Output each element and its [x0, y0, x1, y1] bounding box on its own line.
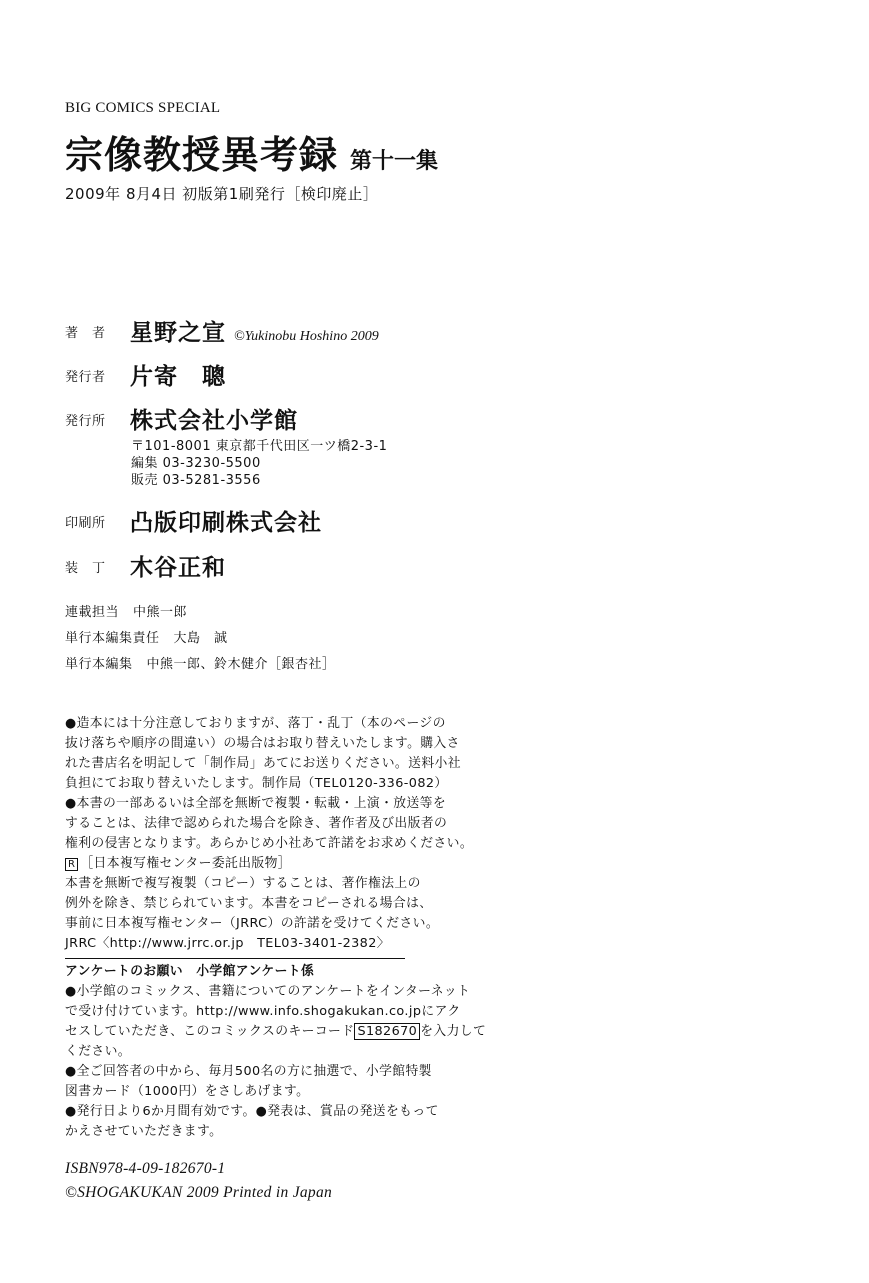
- staff-value: 大島 誠: [173, 631, 228, 646]
- design-label: 装 丁: [65, 561, 106, 576]
- jrrc-line: 事前に日本複写権センター（JRRC）の許諾を受けてください。: [65, 916, 440, 931]
- publisher-address: 〒101-8001 東京都千代田区一ツ橋2-3-1: [131, 439, 388, 454]
- author-name: 星野之宣: [130, 319, 226, 346]
- notice-line: れた書店名を明記して「制作局」あてにお送りください。送料小社: [65, 756, 461, 771]
- printer-label: 印刷所: [65, 516, 106, 531]
- publication-date: 2009年 8月4日 初版第1刷発行［検印廃止］: [65, 185, 379, 203]
- notice-line: ●造本には十分注意しておりますが、落丁・乱丁（本のページの: [65, 716, 446, 731]
- footer-copyright: ©SHOGAKUKAN 2009 Printed in Japan: [65, 1184, 333, 1201]
- notice-line: 権利の侵害となります。あらかじめ小社あて許諾をお求めください。: [65, 836, 474, 851]
- publisher-label: 発行所: [65, 414, 106, 429]
- notice-line: 抜け落ちや順序の間違い）の場合はお取り替えいたします。購入さ: [65, 736, 460, 751]
- book-title-row: [65, 124, 438, 179]
- book-title: 宗像教授異考録: [65, 132, 339, 177]
- designer-name: 木谷正和: [130, 554, 226, 581]
- survey-line: で受け付けています。http://www.info.shogakukan.co.jpにアク: [65, 1004, 461, 1019]
- survey-line: かえさせていただきます。: [65, 1124, 223, 1139]
- survey-block: [65, 962, 487, 1142]
- survey-line: 図書カード（1000円）をさしあげます。: [65, 1084, 310, 1099]
- staff-value: 中熊一郎: [133, 605, 188, 620]
- survey-line-text: を入力して: [420, 1024, 487, 1039]
- isbn: ISBN978-4-09-182670-1: [65, 1160, 226, 1177]
- notice-line: ●本書の一部あるいは全部を無断で複製・転載・上演・放送等を: [65, 796, 447, 811]
- jrrc-line: 例外を除き、禁じられています。本書をコピーされる場合は、: [65, 896, 433, 911]
- jrrc-heading-line: [65, 854, 405, 874]
- series-name: BIG COMICS SPECIAL: [65, 100, 221, 116]
- volume-number: 第十一集: [350, 148, 439, 174]
- survey-line: ●小学館のコミックス、書籍についてのアンケートをインターネット: [65, 984, 471, 999]
- survey-line: [65, 1022, 487, 1042]
- publisher-person-label: 発行者: [65, 370, 106, 385]
- publisher-person: 片寄 聰: [130, 363, 226, 390]
- notice-line: することは、法律で認められた場合を除き、著作者及び出版者の: [65, 816, 448, 831]
- printer-name: 凸版印刷株式会社: [130, 509, 322, 536]
- section-divider: [65, 958, 405, 959]
- jrrc-heading: ［日本複写権センター委託出版物］: [80, 856, 291, 871]
- staff-row: [65, 653, 336, 672]
- author-copyright: ©Yukinobu Hoshino 2009: [234, 329, 379, 344]
- survey-line: ●発行日より6か月間有効です。●発表は、賞品の発送をもって: [65, 1104, 439, 1119]
- staff-label: 単行本編集: [65, 657, 133, 672]
- staff-label: 連載担当: [65, 605, 120, 620]
- staff-value: 中熊一郎、鈴木健介［銀杏社］: [146, 657, 336, 672]
- survey-line: ください。: [65, 1044, 131, 1059]
- staff-row: [65, 601, 187, 620]
- notice-line: 負担にてお取り替えいたします。制作局（TEL0120-336-082）: [65, 776, 448, 791]
- staff-row: [65, 627, 228, 646]
- author-label: 著 者: [65, 326, 106, 341]
- survey-line: ●全ご回答者の中から、毎月500名の方に抽選で、小学館特製: [65, 1064, 432, 1079]
- registered-r-icon: R: [65, 858, 78, 871]
- jrrc-line: JRRC〈http://www.jrrc.or.jp TEL03-3401-2382〉: [65, 936, 390, 951]
- staff-label: 単行本編集責任: [65, 631, 160, 646]
- jrrc-line: 本書を無断で複写複製（コピー）することは、著作権法上の: [65, 876, 421, 891]
- survey-heading: アンケートのお願い 小学館アンケート係: [65, 964, 315, 979]
- sales-phone: 販売 03-5281-3556: [131, 473, 261, 488]
- notice-block: [65, 714, 474, 954]
- author-row: [130, 314, 379, 347]
- key-code-box: S182670: [354, 1023, 420, 1040]
- editorial-phone: 編集 03-3230-5500: [131, 456, 261, 471]
- publisher-name: 株式会社小学館: [130, 407, 298, 434]
- survey-line-text: セスしていただき、このコミックスのキーコード: [65, 1024, 355, 1039]
